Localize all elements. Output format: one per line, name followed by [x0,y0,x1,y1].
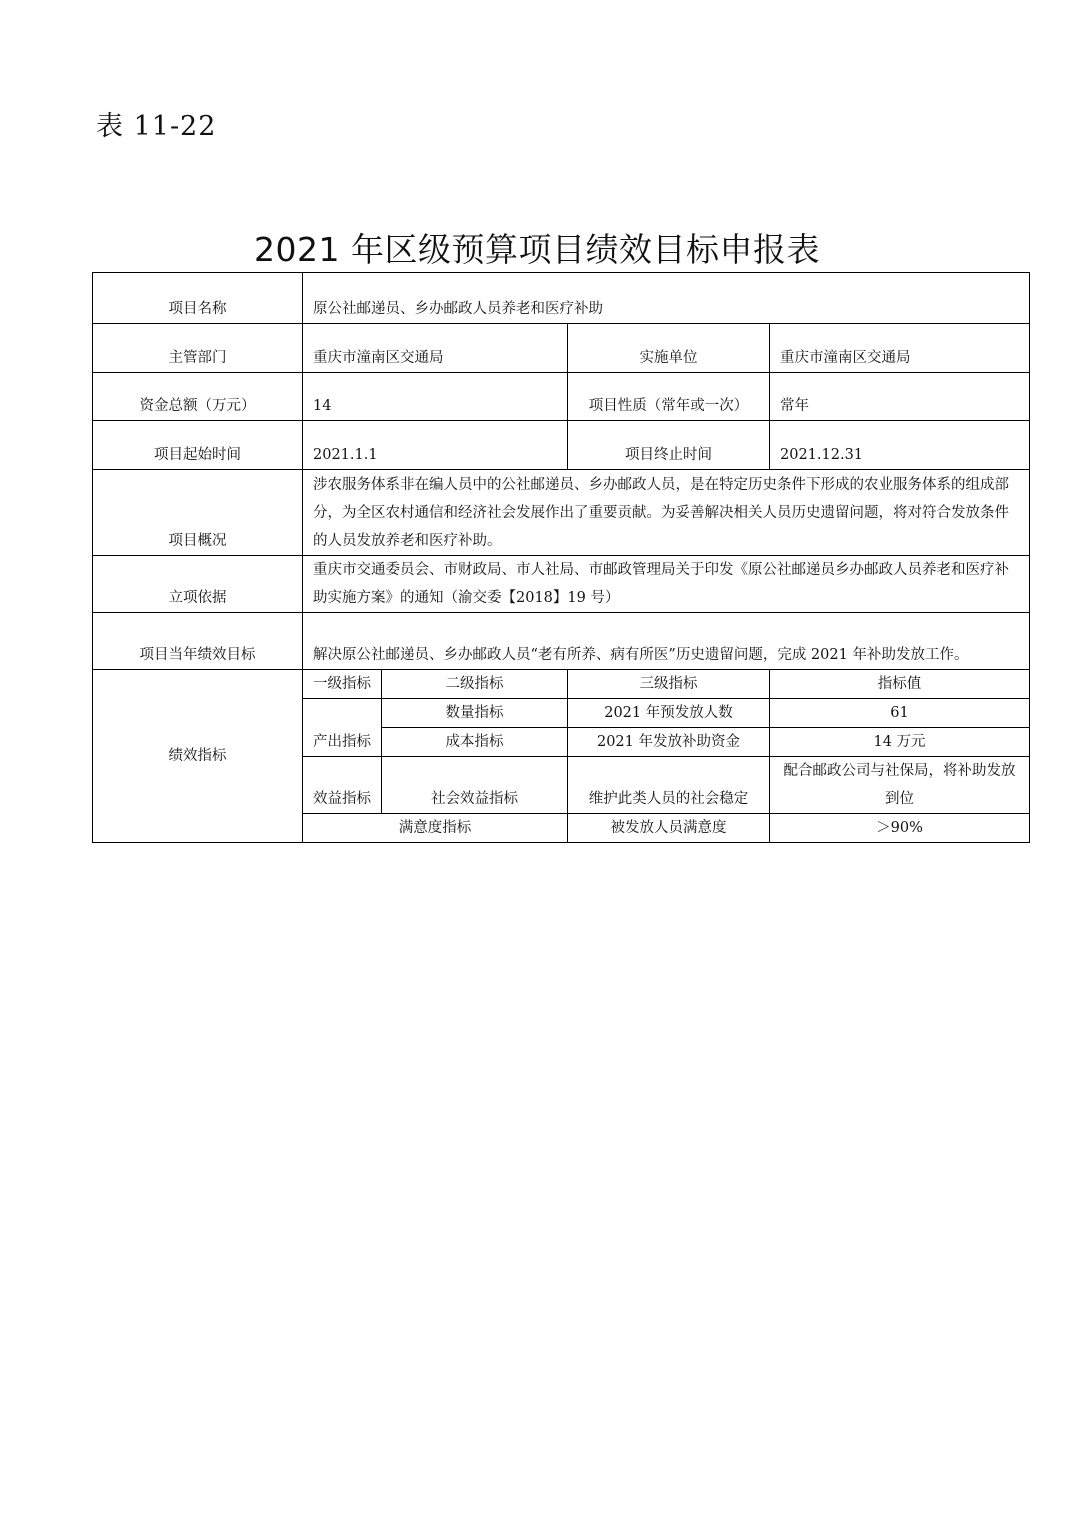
row-funds [93,373,1030,421]
header-value: 指标值 [770,670,1030,699]
nature-value: 常年 [770,373,1030,421]
goal-label: 项目当年绩效目标 [93,613,303,670]
satisfaction-value: ＞90% [770,814,1030,843]
performance-target-form [92,272,1030,843]
indicators-label: 绩效指标 [93,670,303,843]
impl-label: 实施单位 [568,324,770,373]
dept-label: 主管部门 [93,324,303,373]
document-title: 2021 年区级预算项目绩效目标申报表 [254,230,820,269]
project-name-value: 原公社邮递员、乡办邮政人员养老和医疗补助 [303,273,1030,324]
quantity-level2: 数量指标 [382,699,568,728]
benefit-level2: 社会效益指标 [382,757,568,814]
dept-value: 重庆市潼南区交通局 [303,324,568,373]
indicator-header-row [93,670,1030,699]
overview-value: 涉农服务体系非在编人员中的公社邮递员、乡办邮政人员，是在特定历史条件下形成的农业服务体系的组成部分，为全区农村通信和经济社会发展作出了重要贡献。为妥善解决相关人员历史遗留问题，将对符合发放条件的人员发放养老和医疗补助。 [303,470,1030,556]
project-name-label: 项目名称 [93,273,303,324]
row-goal [93,613,1030,670]
row-project-name [93,273,1030,324]
funds-label: 资金总额（万元） [93,373,303,421]
quantity-level3: 2021 年预发放人数 [568,699,770,728]
cost-level3: 2021 年发放补助资金 [568,728,770,757]
basis-label: 立项依据 [93,556,303,613]
cost-value: 14 万元 [770,728,1030,757]
row-department [93,324,1030,373]
nature-label: 项目性质（常年或一次） [568,373,770,421]
start-label: 项目起始时间 [93,421,303,470]
start-value: 2021.1.1 [303,421,568,470]
benefit-level1: 效益指标 [303,757,382,814]
satisfaction-level1: 满意度指标 [303,814,568,843]
benefit-level3: 维护此类人员的社会稳定 [568,757,770,814]
header-level3: 三级指标 [568,670,770,699]
impl-value: 重庆市潼南区交通局 [770,324,1030,373]
satisfaction-level3: 被发放人员满意度 [568,814,770,843]
header-level1: 一级指标 [303,670,382,699]
output-level1: 产出指标 [303,699,382,757]
row-dates [93,421,1030,470]
end-value: 2021.12.31 [770,421,1030,470]
basis-value: 重庆市交通委员会、市财政局、市人社局、市邮政管理局关于印发《原公社邮递员乡办邮政人员养老和医疗补助实施方案》的通知（渝交委【2018】19 号） [303,556,1030,613]
cost-level2: 成本指标 [382,728,568,757]
funds-value: 14 [303,373,568,421]
row-overview [93,470,1030,556]
goal-value: 解决原公社邮递员、乡办邮政人员“老有所养、病有所医”历史遗留问题，完成 2021 年补助发放工作。 [303,613,1030,670]
quantity-value: 61 [770,699,1030,728]
row-basis [93,556,1030,613]
benefit-value: 配合邮政公司与社保局，将补助发放到位 [770,757,1030,814]
overview-label: 项目概况 [93,470,303,556]
end-label: 项目终止时间 [568,421,770,470]
header-level2: 二级指标 [382,670,568,699]
table-number: 表 11-22 [96,111,217,142]
